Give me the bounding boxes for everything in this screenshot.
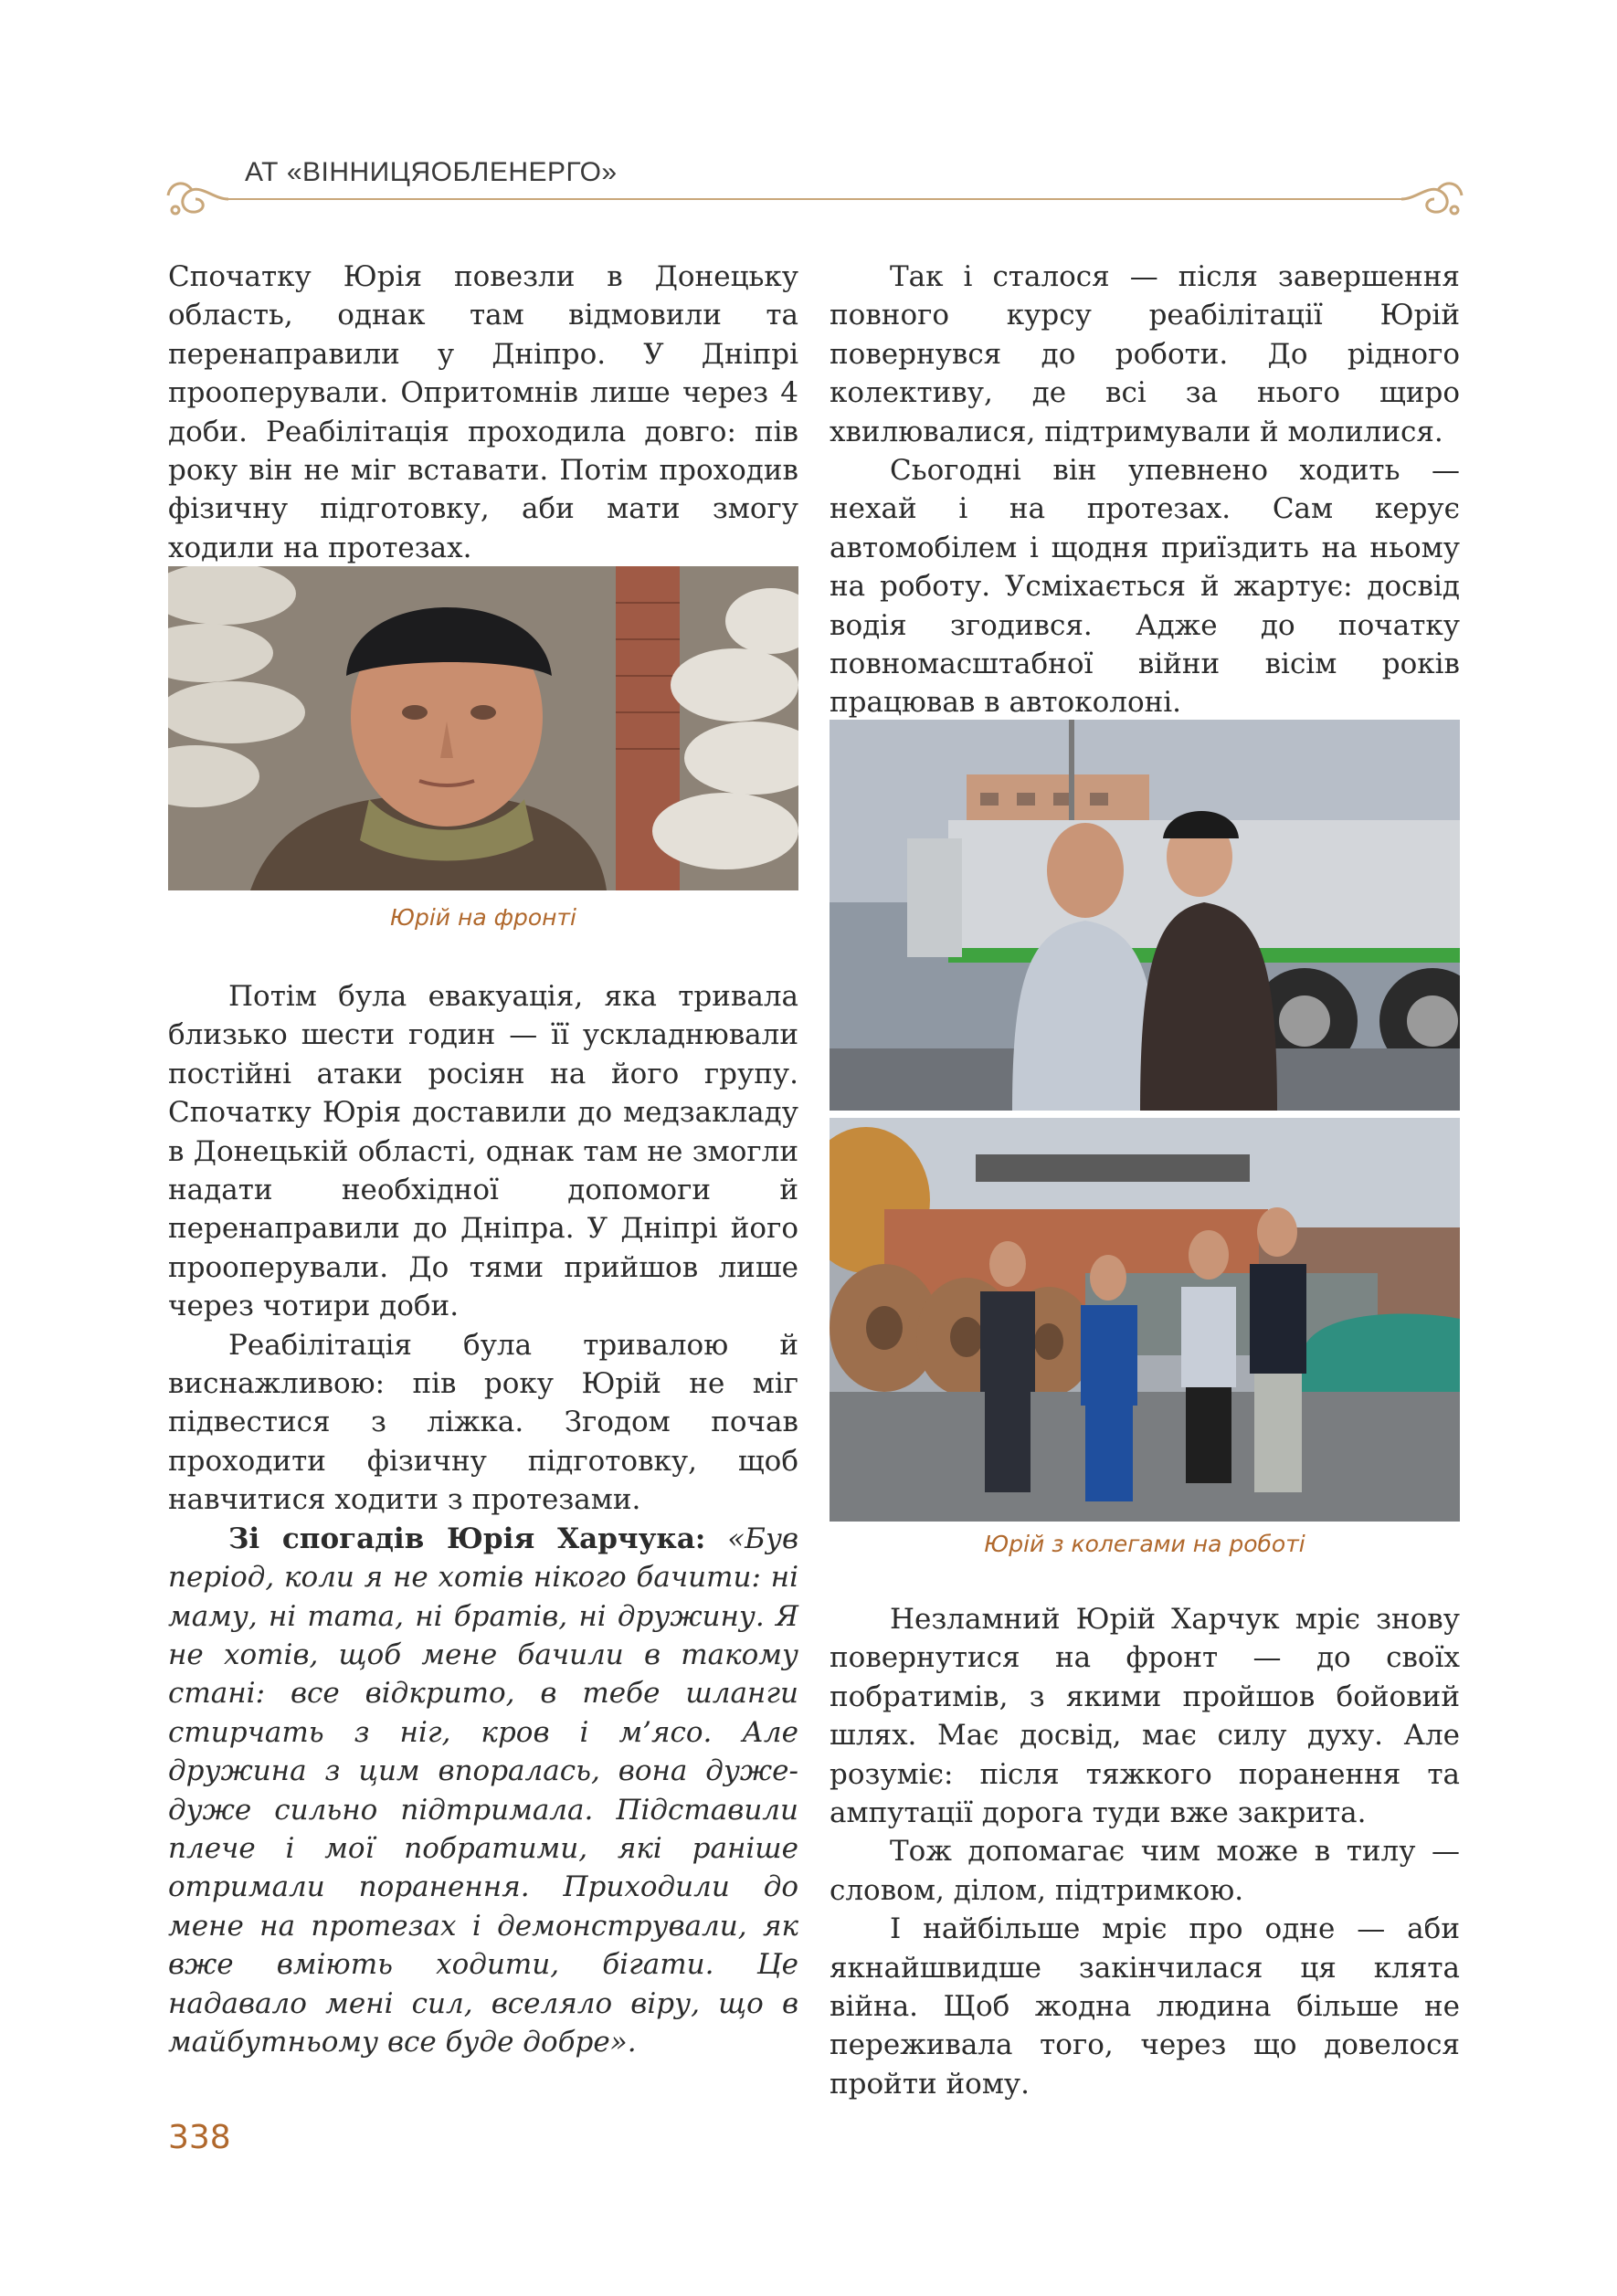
right-main-text: [830, 1600, 1460, 2103]
left-main-text: [168, 977, 798, 2061]
caption-yurii-with-colleagues: Юрій з колегами на роботі: [984, 1531, 1305, 1557]
photo-yurii-with-colleagues: [830, 1118, 1460, 1522]
photo-yurii-near-truck: [830, 720, 1460, 1111]
right-paragraph-4: Тож допомагає чим може в тилу — словом, ділом, підтримкою.: [830, 1835, 1460, 1907]
right-paragraph-2: Сьогодні він упевнено ходить — нехай і на протезах. Сам керує автомобілем і щодня приїздить на ньому на роботу. Усміхається й жартує: досвід водія згодився. Адже до початку повномасштабної війни вісім років працював в автоколоні.: [830, 454, 1460, 720]
running-header: АТ «ВІННИЦЯОБЛЕНЕРГО»: [245, 157, 618, 187]
caption-yurii-at-front: Юрій на фронті: [389, 904, 576, 931]
photo-yurii-at-front: [168, 566, 798, 890]
left-intro-text: [168, 258, 798, 567]
quote-lead: Зі спогадів Юрія Харчука:: [228, 1522, 706, 1555]
left-paragraph-1: Спочатку Юрія повезли в Донецьку область, однак там відмовили та перенаправили у Дніпро. У Дніпрі прооперували. Опритомнів лише через 4 доби. Реабілітація проходила довго: пів року він не міг вставати. Потім проходив фізичну підготовку, аби мати змогу ходили на протезах.: [168, 260, 798, 564]
left-paragraph-2: Потім була евакуація, яка тривала близько шести годин — її ускладнювали постійні атаки росіян на його групу. Спочатку Юрія доставили до медзакладу в Донецькій області, однак там не змогли надати необхідної допомоги й перенаправили до Дніпра. У Дніпрі його прооперували. До тями прийшов лише через чотири доби.: [168, 980, 798, 1323]
left-quote-paragraph: [168, 1520, 798, 2062]
right-intro-text: [830, 258, 1460, 722]
right-paragraph-5: І найбільше мріє про одне — аби якнайшвидше закінчилася ця клята війна. Щоб жодна людина більше не переживала того, через що довелося пройти йому.: [830, 1912, 1460, 2101]
header-ornament-rule: [164, 174, 1465, 228]
left-paragraph-3: Реабілітація була тривалою й виснажливою: пів року Юрій не міг підвестися з ліжка. Згодом почав проходити фізичну підготовку, щоб навчитися ходити з протезами.: [168, 1328, 798, 1517]
page-number: 338: [168, 2119, 231, 2156]
quote-body: «Був період, коли я не хотів нікого бачити: ні маму, ні тата, ні братів, ні дружину. Я не хотів, щоб мене бачили в такому стані: все відкрито, в тебе шланги стирчать з ніг, кров і м’ясо. Але дружина з цим впоралась, вона дуже-дуже сильно підтримала. Підставили плече і мої побратими, які раніше отримали поранення. Приходили до мене на протезах і демонстрували, як вже вміють ходити, бігати. Це надавало мені сил, вселяло віру, що в майбутньому все буде добре».: [168, 1522, 798, 2059]
right-paragraph-1: Так і сталося — після завершення повного курсу реабілітації Юрій повернувся до роботи. До рідного колективу, де всі за нього щиро хвилювалися, підтримували й молилися.: [830, 260, 1460, 448]
right-paragraph-3: Незламний Юрій Харчук мріє знову повернутися на фронт — до своїх побратимів, з якими пройшов бойовий шлях. Має досвід, має силу духу. Але розуміє: після тяжкого поранення та ампутації дорога туди вже закрита.: [830, 1603, 1460, 1830]
